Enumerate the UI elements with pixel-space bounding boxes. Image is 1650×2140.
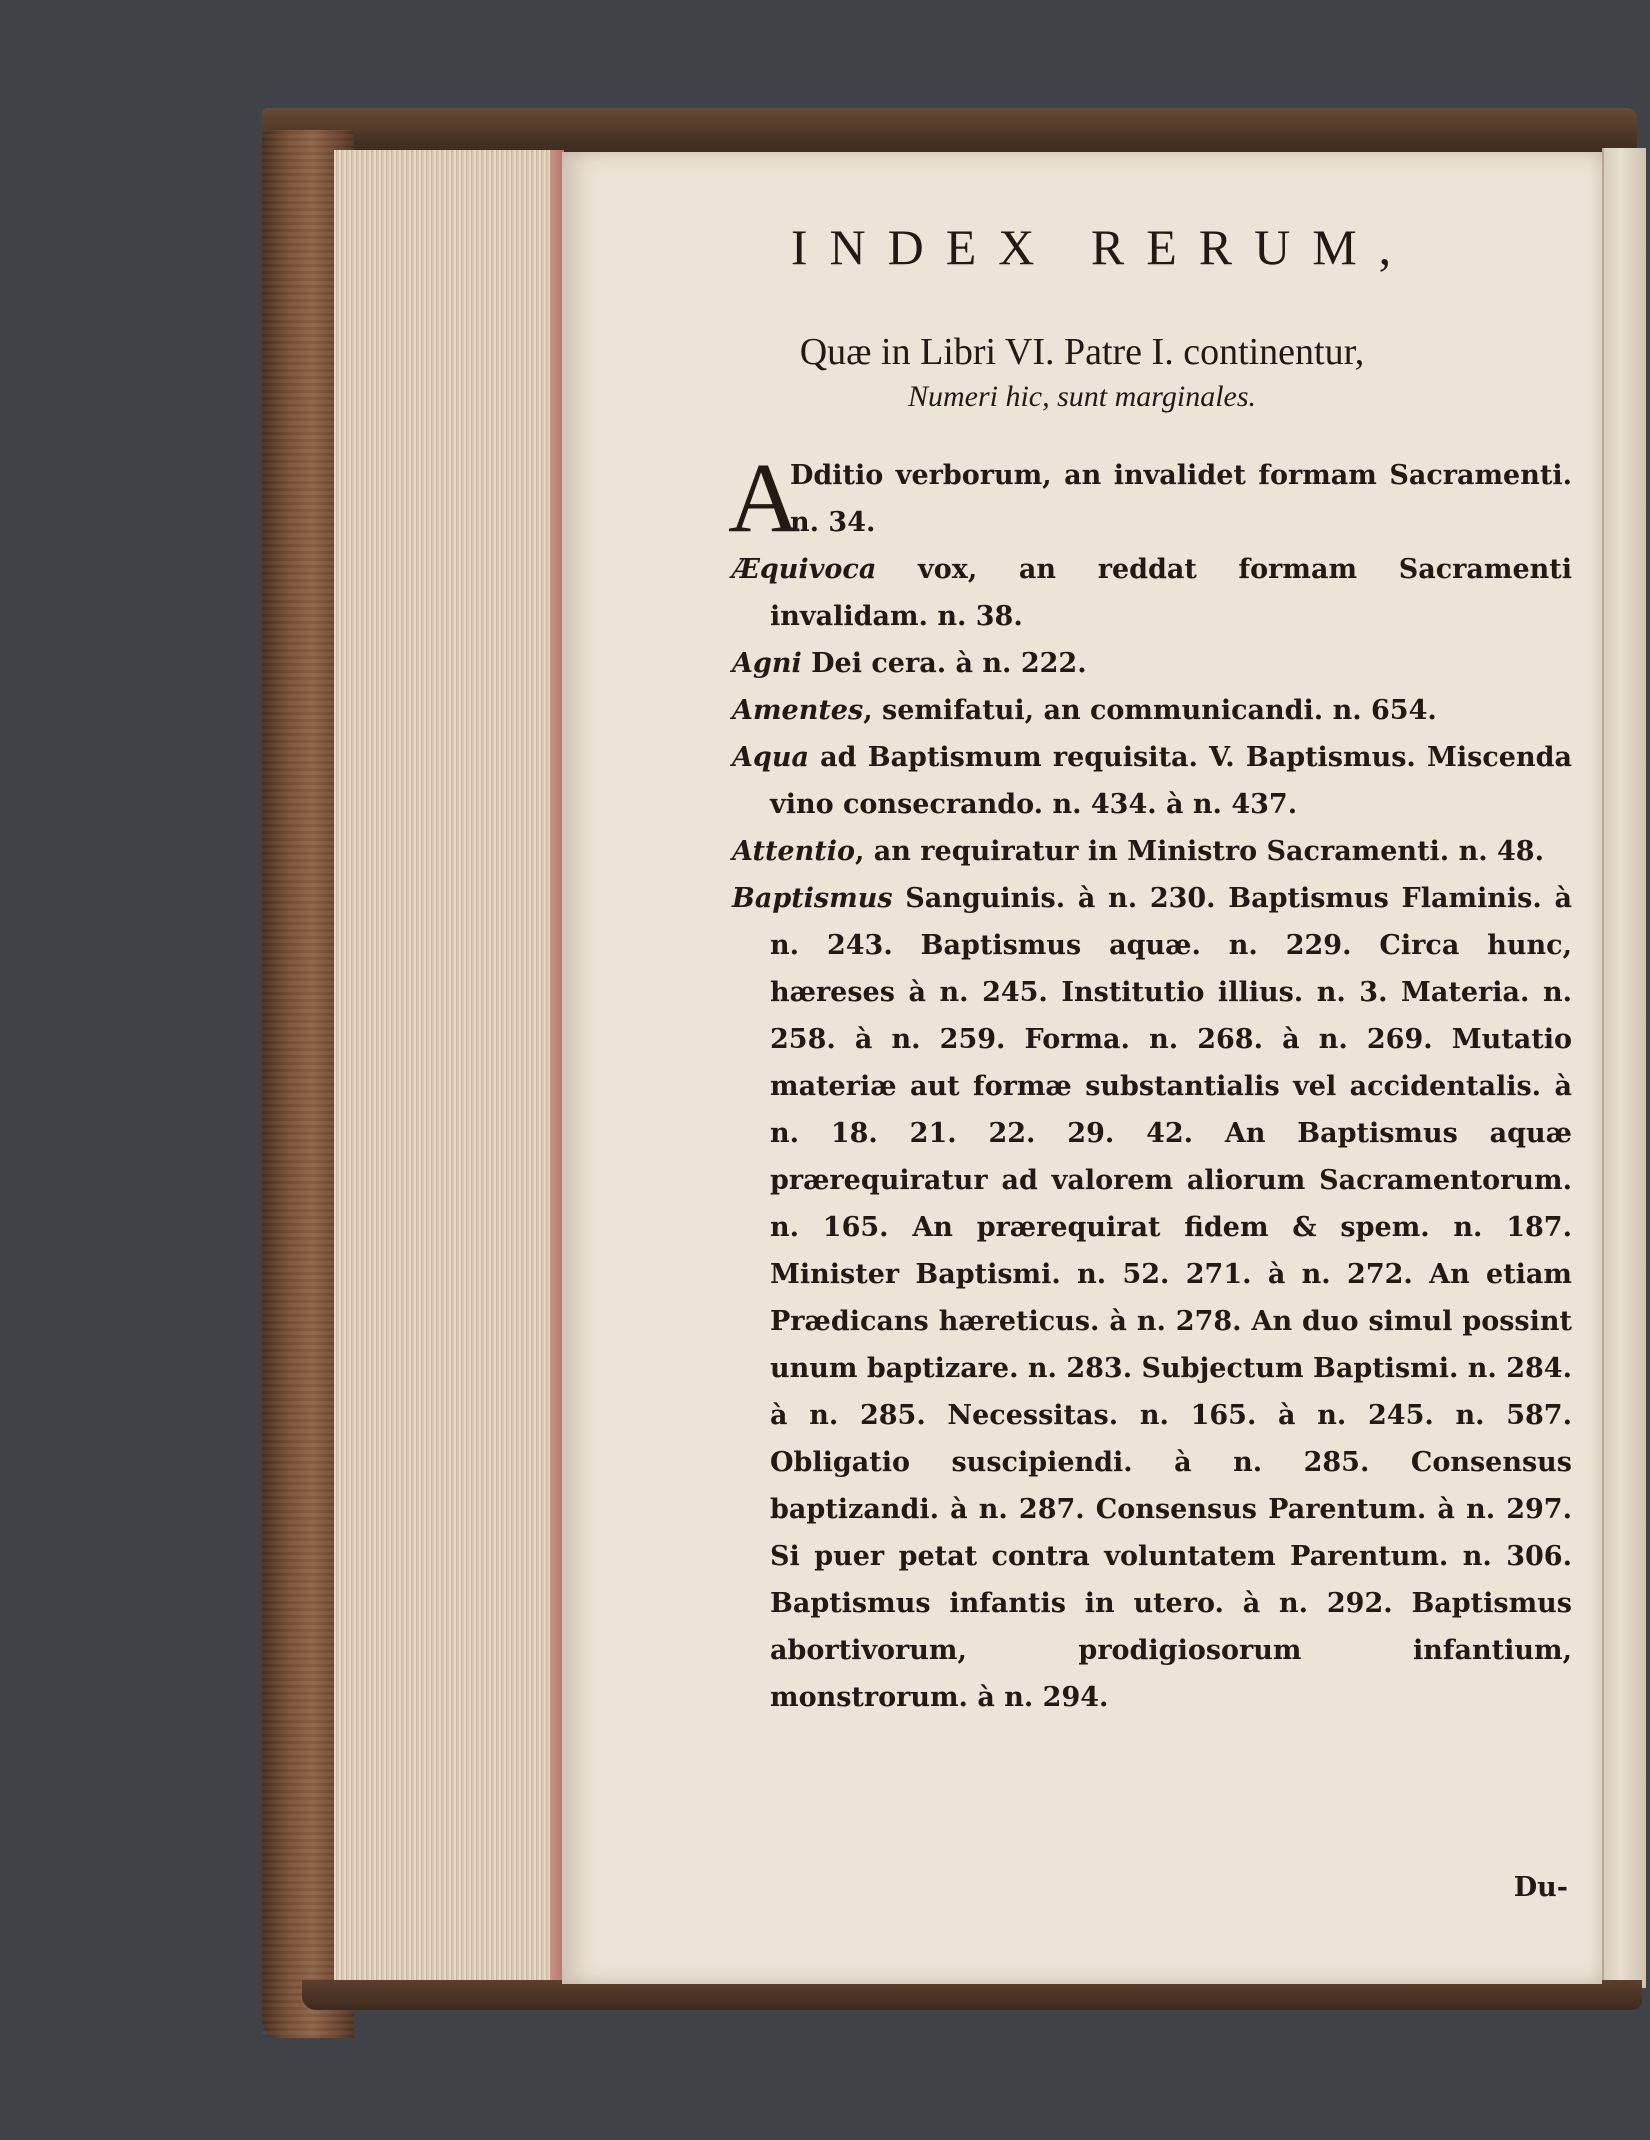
facing-page-edge bbox=[1602, 148, 1646, 1988]
marginal-note: Numeri hic, sunt marginales. bbox=[907, 380, 1257, 413]
index-entry bbox=[732, 546, 1572, 640]
entry-headword: Æquivoca bbox=[732, 554, 877, 585]
book-cover-bottom bbox=[302, 1980, 1642, 2010]
index-page bbox=[562, 152, 1602, 1984]
index-entries bbox=[728, 442, 1572, 1721]
index-entry bbox=[732, 828, 1572, 875]
entry-text: Sanguinis. à n. 230. Baptismus Flaminis. à n. 243. Baptismus aquæ. n. 229. Circa hunc, hæreses à n. 245. Institutio illius. n. 3. Materia. n. 258. à n. 259. Forma. n. 268. à n. 269. Mutatio materiæ aut formæ substantialis vel accidentalis. à n. 18. 21. 22. 29. 42. An Baptismus aquæ prærequiratur ad valorem aliorum Sacramentorum. n. 165. An prærequirat fidem & spem. n. 187. Minister Baptismi. n. 52. 271. à n. 272. An etiam Prædicans hæreticus. à n. 278. An duo simul possint unum baptizare. n. 283. Subjectum Baptismi. n. 284. à n. 285. Necessitas. n. 165. à n. 245. n. 587. Obligatio suscipiendi. à n. 285. Consensus baptizandi. à n. 287. Consensus Parentum. à n. 297. Si puer petat contra voluntatem Parentum. n. 306. Baptismus infantis in utero. à n. 292. Baptismus abortivorum, prodigiosorum infantium, monstrorum. à n. 294. bbox=[770, 883, 1572, 1713]
book bbox=[262, 108, 1650, 2038]
index-entry bbox=[732, 687, 1572, 734]
entry-headword: Aqua bbox=[732, 742, 809, 773]
entry-headword: Agni bbox=[732, 648, 802, 679]
index-entry bbox=[728, 442, 1572, 553]
entry-text: vox, an reddat formam Sacramenti invalidam. n. 38. bbox=[770, 554, 1572, 632]
index-entry bbox=[732, 640, 1572, 687]
entry-text: , an requiratur in Ministro Sacramenti. n. 48. bbox=[854, 836, 1544, 867]
entry-headword: Attentio bbox=[732, 836, 855, 867]
book-cover-top bbox=[262, 108, 1637, 156]
entry-headword: Baptismus bbox=[732, 883, 893, 914]
entry-text: Dei cera. à n. 222. bbox=[801, 648, 1087, 679]
entry-headword: Dditio bbox=[790, 460, 884, 491]
entry-text: ad Baptismum requisita. V. Baptismus. Miscenda vino consecrando. n. 434. à n. 437. bbox=[770, 742, 1572, 820]
entry-text: verborum, an invalidet formam Sacramenti. n. 34. bbox=[790, 460, 1572, 538]
page-text bbox=[562, 152, 1602, 1984]
catchword: Du- bbox=[1513, 1872, 1568, 1903]
index-entry bbox=[732, 875, 1572, 1721]
page-edges bbox=[334, 150, 564, 2006]
running-head: INDEX RERUM, bbox=[790, 219, 1414, 275]
page-subtitle: Quæ in Libri VI. Patre I. continentur, bbox=[799, 331, 1365, 373]
drop-capital: A bbox=[728, 442, 801, 553]
entry-text: , semifatui, an communicandi. n. 654. bbox=[863, 695, 1437, 726]
entry-headword: Amentes bbox=[732, 695, 864, 726]
index-entry bbox=[732, 734, 1572, 828]
